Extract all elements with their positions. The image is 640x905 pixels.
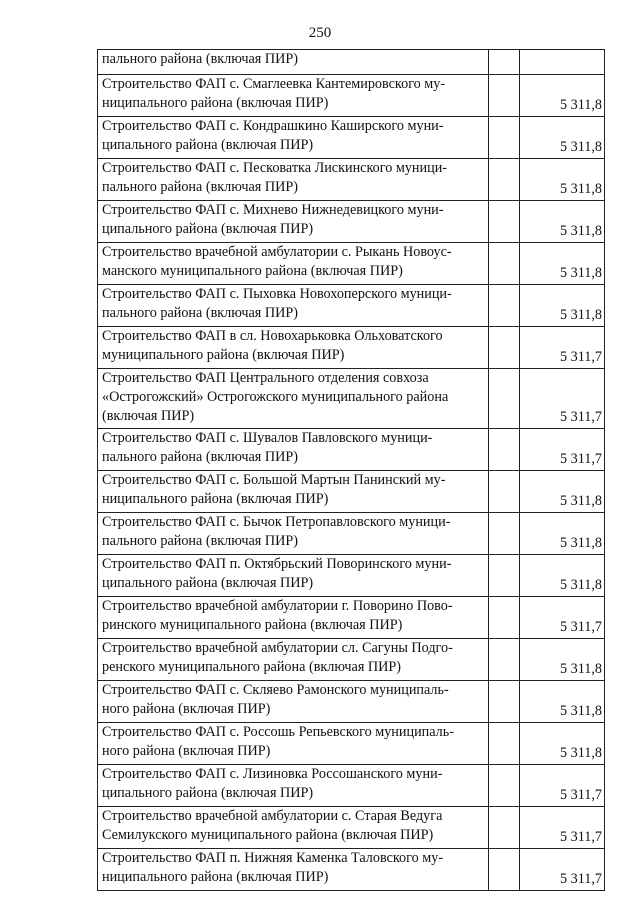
row-description-line: Строительство ФАП с. Смаглеевка Кантемировского му- [102,76,446,92]
row-empty-cell [489,327,520,369]
row-value: 5 311,8 [520,75,605,117]
row-value: 5 311,8 [520,555,605,597]
row-description [98,75,489,117]
row-empty-cell [489,243,520,285]
row-description-line: манского муниципального района (включая ПИР) [102,263,403,279]
row-description [98,597,489,639]
row-empty-cell [489,807,520,849]
row-description-line: Строительство ФАП п. Нижняя Каменка Таловского му- [102,850,444,866]
table-row [98,471,605,513]
row-value: 5 311,8 [520,681,605,723]
table-row [98,849,605,891]
table-row [98,243,605,285]
row-empty-cell [489,201,520,243]
row-description [98,513,489,555]
table-row [98,285,605,327]
row-description-line: ного района (включая ПИР) [102,743,271,759]
row-description-line: ниципального района (включая ПИР) [102,491,329,507]
table-row [98,597,605,639]
row-description-line: Строительство врачебной амбулатории сл. Сагуны Подго- [102,640,453,656]
table-row [98,75,605,117]
table-row [98,555,605,597]
row-empty-cell [489,555,520,597]
row-description-line: Строительство ФАП с. Большой Мартын Панинский му- [102,472,446,488]
row-value: 5 311,8 [520,639,605,681]
row-description-line: Строительство ФАП Центрального отделения совхоза [102,370,429,386]
row-description [98,201,489,243]
row-empty-cell [489,723,520,765]
row-description-line: ципального района (включая ПИР) [102,575,314,591]
row-description-line: Строительство ФАП с. Лизиновка Россошанского муни- [102,766,443,782]
row-empty-cell [489,117,520,159]
table-row [98,681,605,723]
table-row [98,159,605,201]
row-value: 5 311,7 [520,369,605,429]
row-value: 5 311,7 [520,849,605,891]
row-empty-cell [489,50,520,75]
row-description-line: ципального района (включая ПИР) [102,221,314,237]
row-description-line: ренского муниципального района (включая ПИР) [102,659,402,675]
row-empty-cell [489,429,520,471]
row-empty-cell [489,471,520,513]
row-description-line: Строительство ФАП с. Песковатка Лискинского муници- [102,160,448,176]
row-value: 5 311,8 [520,159,605,201]
row-description-line: Строительство ФАП с. Скляево Рамонского муниципаль- [102,682,449,698]
row-description [98,429,489,471]
continuation-text: пального района (включая ПИР) [102,51,298,67]
budget-table [97,49,605,891]
table-row [98,201,605,243]
row-description-line: Строительство врачебной амбулатории с. Рыкань Новоус- [102,244,452,260]
table-row-continuation [98,50,605,75]
row-description [98,243,489,285]
table-row [98,327,605,369]
row-value: 5 311,7 [520,327,605,369]
row-description-line: пального района (включая ПИР) [102,179,298,195]
row-description-line: Строительство ФАП п. Октябрьский Поворинского муни- [102,556,452,572]
row-description-line: Строительство ФАП в сл. Новохарьковка Ольховатского [102,328,443,344]
row-description-line: Строительство ФАП с. Кондрашкино Каширского муни- [102,118,444,134]
row-empty-cell [489,513,520,555]
row-empty-cell [489,681,520,723]
row-empty-cell [489,597,520,639]
row-empty-cell [489,849,520,891]
row-description-line: ниципального района (включая ПИР) [102,869,329,885]
row-value: 5 311,7 [520,807,605,849]
row-description-line: Строительство ФАП с. Бычок Петропавловского муници- [102,514,451,530]
row-description-line: пального района (включая ПИР) [102,305,298,321]
row-description-line: (включая ПИР) [102,408,195,424]
row-description-line: Семилукского муниципального района (включая ПИР) [102,827,434,843]
row-description [98,285,489,327]
row-description [98,117,489,159]
row-value [520,50,605,75]
row-empty-cell [489,159,520,201]
row-description [98,159,489,201]
table-row [98,117,605,159]
table-row [98,513,605,555]
row-description-line: пального района (включая ПИР) [102,449,298,465]
row-description-line: муниципального района (включая ПИР) [102,347,345,363]
row-description-line: ципального района (включая ПИР) [102,785,314,801]
row-value: 5 311,8 [520,201,605,243]
row-description [98,471,489,513]
row-description [98,555,489,597]
table-row [98,369,605,429]
row-value: 5 311,7 [520,597,605,639]
table-row [98,765,605,807]
table-row [98,723,605,765]
row-value: 5 311,7 [520,429,605,471]
row-description-line: Строительство ФАП с. Пыховка Новохоперского муници- [102,286,452,302]
row-description-line: Строительство врачебной амбулатории с. Старая Ведуга [102,808,443,824]
row-description [98,327,489,369]
row-empty-cell [489,75,520,117]
row-empty-cell [489,369,520,429]
row-value: 5 311,8 [520,243,605,285]
table-row [98,807,605,849]
row-description-line: ципального района (включая ПИР) [102,137,314,153]
row-description [98,807,489,849]
table-row [98,639,605,681]
row-empty-cell [489,765,520,807]
page-number: 250 [308,25,332,41]
row-description [98,765,489,807]
row-description [98,369,489,429]
row-description [98,681,489,723]
row-value: 5 311,8 [520,723,605,765]
row-description-line: Строительство ФАП с. Михнево Нижнедевицкого муни- [102,202,444,218]
row-description-line: «Острогожский» Острогожского муниципального района [102,389,449,405]
row-empty-cell [489,639,520,681]
table-row [98,429,605,471]
row-value: 5 311,7 [520,765,605,807]
row-description [98,723,489,765]
row-description-line: Строительство врачебной амбулатории г. Поворино Пово- [102,598,453,614]
row-description-line: пального района (включая ПИР) [102,533,298,549]
row-description-line: ниципального района (включая ПИР) [102,95,329,111]
row-description-line: ринского муниципального района (включая ПИР) [102,617,403,633]
row-description [98,639,489,681]
row-value: 5 311,8 [520,513,605,555]
row-value: 5 311,8 [520,285,605,327]
row-empty-cell [489,285,520,327]
row-description [98,50,489,75]
row-description [98,849,489,891]
row-description-line: ного района (включая ПИР) [102,701,271,717]
row-description-line: Строительство ФАП с. Россошь Репьевского муниципаль- [102,724,454,740]
table-body [98,50,605,891]
row-value: 5 311,8 [520,117,605,159]
row-value: 5 311,8 [520,471,605,513]
row-description-line: Строительство ФАП с. Шувалов Павловского муници- [102,430,433,446]
